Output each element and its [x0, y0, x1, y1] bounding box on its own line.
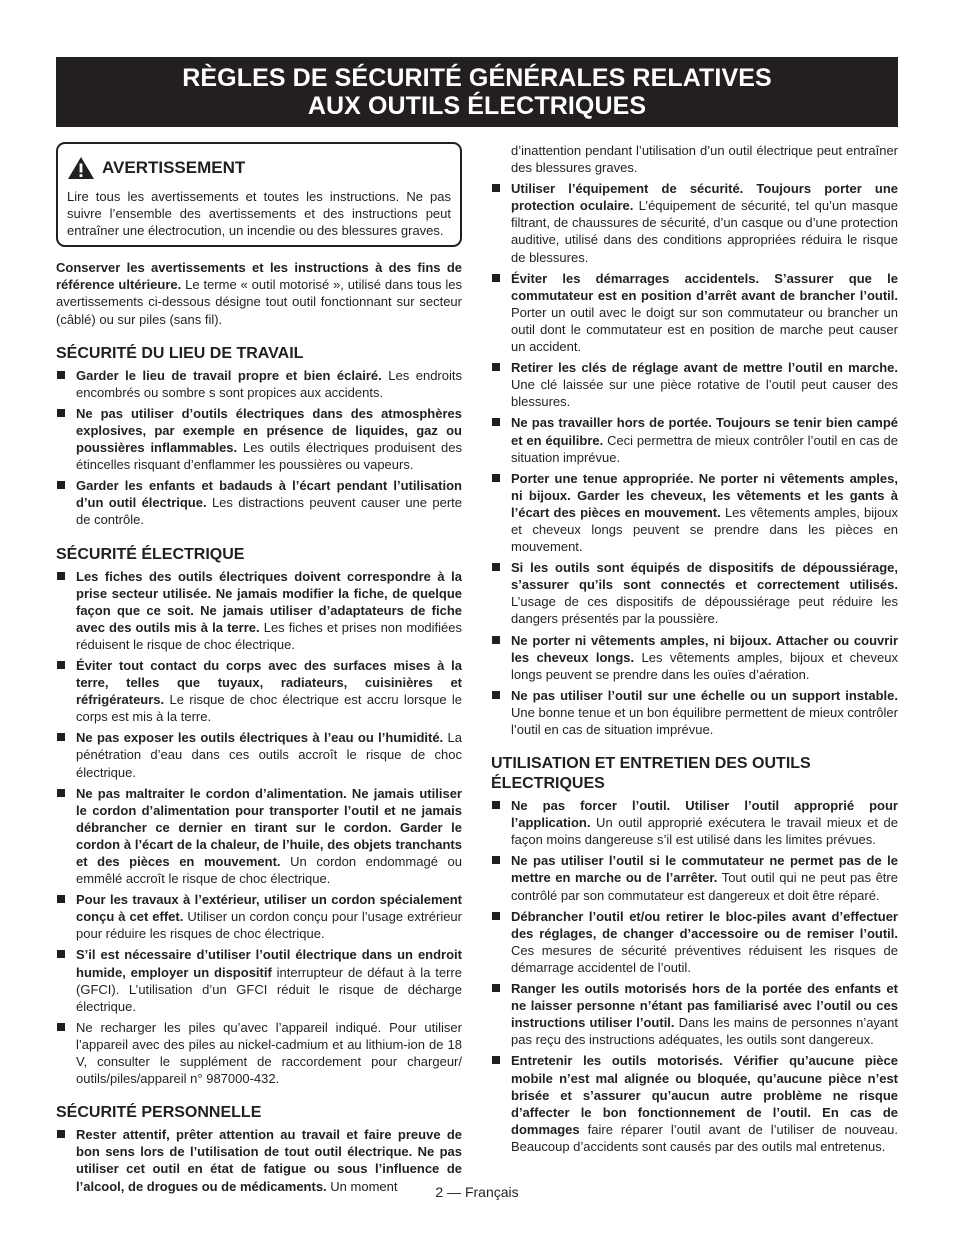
bullet-square-icon	[57, 733, 65, 741]
list-item-text: Les vêtements amples, bijoux et cheveux longs peuvent se prendre dans les ouïes d’aération.	[511, 649, 898, 682]
page-title-banner	[56, 57, 898, 127]
list-item-bold: Éviter les démarrages accidentels. S’assurer que le commutateur est en position d’arrêt avant de brancher l’outil.	[511, 270, 898, 303]
page-title-line-2: AUX OUTILS ÉLECTRIQUES	[307, 92, 647, 120]
bullet-square-icon	[492, 274, 500, 282]
list-item-bold: Entretenir les outils motorisés. Vérifier qu’aucune pièce mobile n’est mal alignée ou bloquée, qu’aucune pièce n’est brisée et s’assurer qu’aucun autre problème ne risque d’affecter le bon fonctionnement de l’outil. En cas de dommages	[511, 1053, 898, 1137]
list-item	[491, 687, 898, 738]
list-item-bold: Ne pas utiliser l’outil si le commutateur ne permet pas de le mettre en marche ou de l’arrêter.	[511, 853, 898, 886]
intro-paragraph	[56, 259, 462, 327]
bullet-square-icon	[492, 691, 500, 699]
list-item-bold: Porter une tenue appropriée. Ne porter ni vêtements amples, ni bijoux. Garder les cheveux, les vêtements et les gants à l’écart des pièces en mouvement.	[511, 470, 898, 520]
list-item-text: Dans les mains de personnes n’ayant pas reçu des instructions adéquates, les outils sont dangereux.	[511, 1015, 899, 1048]
list-item-bold: Ne pas utiliser l’outil sur une échelle ou un support instable.	[511, 687, 898, 703]
list-item-bold: Retirer les clés de réglage avant de mettre l’outil en marche.	[511, 360, 898, 376]
list-item-bold: Les fiches des outils électriques doivent correspondre à la prise secteur utilisée. Ne jamais modifier la fiche, de quelque façon que ce soit. Ne jamais utiliser d’adaptateurs de fiche avec des outils mis à la terre.	[76, 568, 462, 635]
list-item-bold: Débrancher l’outil et/ou retirer le bloc-piles avant d’effectuer des réglages, de changer d’accessoire ou de remiser l’outil.	[511, 908, 898, 941]
intro-bold: Conserver les avertissements et les instructions à des fins de référence ultérieure.	[56, 260, 462, 293]
bullet-square-icon	[57, 789, 65, 797]
bullet-square-icon	[57, 950, 65, 958]
list-item-text: Ceci permettra de mieux contrôler l’outil en cas de situation imprévue.	[511, 432, 898, 465]
personal-list-continued	[491, 180, 898, 738]
bullet-square-icon	[57, 895, 65, 903]
list-item-bold: Ne pas exposer les outils électriques à l’eau ou l’humidité.	[76, 730, 444, 746]
page-title-line-1: RÈGLES DE SÉCURITÉ GÉNÉRALES RELATIVES	[182, 64, 772, 92]
warning-text: Lire tous les avertissements et toutes les instructions. Ne pas suivre l’ensemble des avertissements et des instructions peut entraîner une électrocution, un incendie ou des blessures graves.	[67, 189, 451, 239]
bullet-square-icon	[492, 856, 500, 864]
bullet-square-icon	[57, 409, 65, 417]
list-item-text: Les distractions peuvent causer une perte de contrôle.	[76, 495, 462, 528]
list-item-text: Ne recharger les piles qu’avec l’appareil indiqué. Pour utiliser l’appareil avec des piles au nickel-cadmium et au lithium-ion de 18 V, consulter le supplément de raccordement pour chargeur/ outils/piles/appareil n° 987000-432.	[76, 1019, 462, 1087]
list-item-text: faire réparer l’outil avant de l’utiliser de nouveau. Beaucoup d’accidents sont causés par des outils mal entretenus.	[511, 1121, 898, 1154]
list-item-text: Les fiches et prises non modifiées réduisent le risque de choc électrique.	[76, 619, 462, 652]
list-item-text: L’équipement de sécurité, tel qu’un masque filtrant, de chaussures de sécurité, d’un casque ou d’une protection auditive, utilisé dans des conditions appropriées réduira le risque de blessures.	[511, 198, 898, 265]
list-item-bold: Utiliser l’équipement de sécurité. Toujours porter une protection oculaire.	[511, 181, 898, 214]
list-item	[56, 657, 462, 725]
list-item	[491, 270, 898, 355]
list-item-text: interrupteur de défaut à la terre (GFCI). L’utilisation d’un GFCI réduit le risque de décharge électrique.	[76, 964, 462, 1014]
warning-box	[56, 142, 462, 247]
list-item-bold: Ne pas forcer l’outil. Utiliser l’outil approprié pour l’application.	[511, 798, 898, 831]
list-item-text: Porter un outil avec le doigt sur son commutateur ou brancher un outil dont le commutateur est en position de marche peut causer un accident.	[511, 304, 898, 355]
list-item	[56, 729, 462, 780]
list-item-bold: S’il est nécessaire d’utiliser l’outil électrique dans un endroit humide, employer un dispositif	[76, 947, 462, 980]
list-item-text: La pénétration d’eau dans ces outils accroît le risque de choc électrique.	[76, 730, 462, 780]
list-item	[491, 180, 898, 265]
tool-use-list	[491, 797, 898, 1155]
list-item-bold: Ne pas utiliser d’outils électriques dans des atmosphères explosives, par exemple en présence de liquides, gaz ou poussières inflammables.	[76, 405, 462, 456]
bullet-square-icon	[57, 1023, 65, 1031]
bullet-square-icon	[492, 801, 500, 809]
bullet-square-icon	[57, 572, 65, 580]
list-item	[491, 980, 898, 1048]
section-heading-personal: SÉCURITÉ PERSONNELLE	[56, 1104, 262, 1122]
bullet-square-icon	[492, 474, 500, 482]
bullet-square-icon	[492, 1056, 500, 1064]
list-item	[56, 568, 462, 653]
list-item-text: Utiliser un cordon conçu pour l’usage extrérieur pour réduire les risques de choc électrique.	[76, 909, 462, 942]
list-item	[56, 946, 462, 1014]
list-item-text: Une bonne tenue et un bon équilibre permettent de mieux contrôler l’outil en cas de situation imprévue.	[511, 704, 898, 737]
list-item-text: Les outils électriques produisent des étincelles risquant d’enflammer les poussières ou vapeurs.	[76, 440, 463, 473]
list-item-bold: Si les outils sont équipés de dispositifs de dépoussiérage, s’assurer qu’ils sont connectés et correctement utilisés.	[511, 560, 898, 593]
section-heading-tool-use: UTILISATION ET ENTRETIEN DES OUTILS ÉLECTRIQUES	[491, 755, 811, 793]
list-item	[491, 414, 898, 465]
list-item-text: Ces mesures de sécurité préventives réduisent les risques de démarrage accidentel de l’outil.	[511, 942, 898, 975]
list-item-text: Un cordon endommagé ou emmêlé accroît le risque de choc électrique.	[76, 854, 463, 887]
electrical-list	[56, 568, 462, 1088]
list-item	[56, 1019, 462, 1087]
intro-text: Le terme « outil motorisé », utilisé dans tous les avertissements ci-dessous désigne tout outil fonctionnant sur secteur (câblé) ou sur piles (sans fil).	[56, 277, 462, 327]
list-item-text: L’usage de ces dispositifs de dépoussiérage peut réduire les dangers présentés par la poussière.	[511, 594, 898, 627]
list-item-bold: Ne porter ni vêtements amples, ni bijoux. Attacher ou couvrir les cheveux longs.	[511, 632, 898, 665]
list-item-bold: Garder les enfants et badauds à l’écart pendant l’utilisation d’un outil électrique.	[76, 478, 462, 511]
warning-header	[67, 156, 451, 180]
list-item-bold: Ranger les outils motorisés hors de la portée des enfants et ne laisser personne n’étant pas familiarisé avec l’outil ou ces instructions utiliser l’outil.	[511, 981, 898, 1031]
section-heading-electrical: SÉCURITÉ ÉLECTRIQUE	[56, 545, 245, 563]
list-item	[491, 797, 898, 848]
list-item-bold: Éviter tout contact du corps avec des surfaces mises à la terre, telles que tuyaux, radiateurs, cuisinières et réfrigérateurs.	[76, 657, 462, 708]
bullet-square-icon	[57, 481, 65, 489]
bullet-square-icon	[492, 363, 500, 371]
list-item-bold: Pour les travaux à l’extérieur, utiliser un cordon spécialement conçu à cet effet.	[76, 892, 462, 925]
list-item-bold: Garder le lieu de travail propre et bien éclairé.	[76, 367, 382, 383]
list-item	[491, 852, 898, 903]
list-item-text: Le risque de choc électrique est accru lorsque le corps est mis à la terre.	[76, 692, 462, 725]
list-item	[491, 1052, 898, 1155]
list-item	[56, 785, 462, 888]
bullet-square-icon	[492, 636, 500, 644]
work-area-list	[56, 367, 462, 529]
list-item	[491, 908, 898, 976]
bullet-square-icon	[492, 418, 500, 426]
list-item	[491, 359, 898, 410]
bullet-square-icon	[57, 371, 65, 379]
list-item	[491, 470, 898, 555]
section-heading-work-area: SÉCURITÉ DU LIEU DE TRAVAIL	[56, 344, 304, 362]
list-item	[491, 559, 898, 627]
list-item	[56, 367, 462, 401]
bullet-square-icon	[492, 984, 500, 992]
list-item-text: Les vêtements amples, bijoux et cheveux longs peuvent se prendre dans les pièces en mouvement.	[511, 504, 898, 555]
list-item-text: Tout outil qui ne peut pas être contrôlé par son commutateur est dangereux et doit être réparé.	[511, 870, 898, 903]
list-item-text: Un moment	[326, 1178, 398, 1194]
list-item-text: Une clé laissée sur une pièce rotative de l’outil peut causer des blessures.	[511, 377, 898, 410]
bullet-square-icon	[492, 563, 500, 571]
warning-triangle-icon	[67, 156, 95, 180]
bullet-square-icon	[57, 1130, 65, 1138]
list-item-bold: Ne pas maltraiter le cordon d’alimentation. Ne jamais utiliser le cordon d’alimentation pour transporter l’outil et ne jamais débrancher ce dernier en tirant sur le cordon. Garder le cordon à l’écart de la chaleur, de l’huile, des objets tranchants et des pièces en mouvement.	[76, 785, 462, 869]
list-item	[56, 891, 462, 942]
bullet-square-icon	[57, 661, 65, 669]
warning-heading: AVERTISSEMENT	[102, 158, 246, 177]
list-item-text: Un outil approprié exécutera le travail mieux et de façon moins dangereuse s’il est utilisé dans les limites prévues.	[511, 815, 898, 848]
personal-continued-text: d’inattention pendant l’utilisation d’un outil électrique peut entraîner des blessures graves.	[511, 143, 898, 176]
list-item-bold: Ne pas travailler hors de portée. Toujours se tenir bien campé et en équilibre.	[511, 415, 898, 448]
left-column	[56, 142, 462, 1199]
list-item	[56, 477, 462, 528]
list-item-text: Les endroits encombrés ou sombre s sont propices aux accidents.	[76, 367, 462, 400]
page-footer: 2 — Français	[435, 1184, 519, 1200]
list-item	[56, 405, 462, 473]
bullet-square-icon	[492, 184, 500, 192]
bullet-square-icon	[492, 912, 500, 920]
list-item	[491, 632, 898, 683]
list-item-bold: Rester attentif, prêter attention au travail et faire preuve de bon sens lors de l’utilisation de tout outil électrique. Ne pas utiliser cet outil en état de fatigue ou sous l’influence de l’alcool, de drogues ou de médicaments.	[76, 1127, 462, 1194]
right-column	[491, 142, 898, 1159]
